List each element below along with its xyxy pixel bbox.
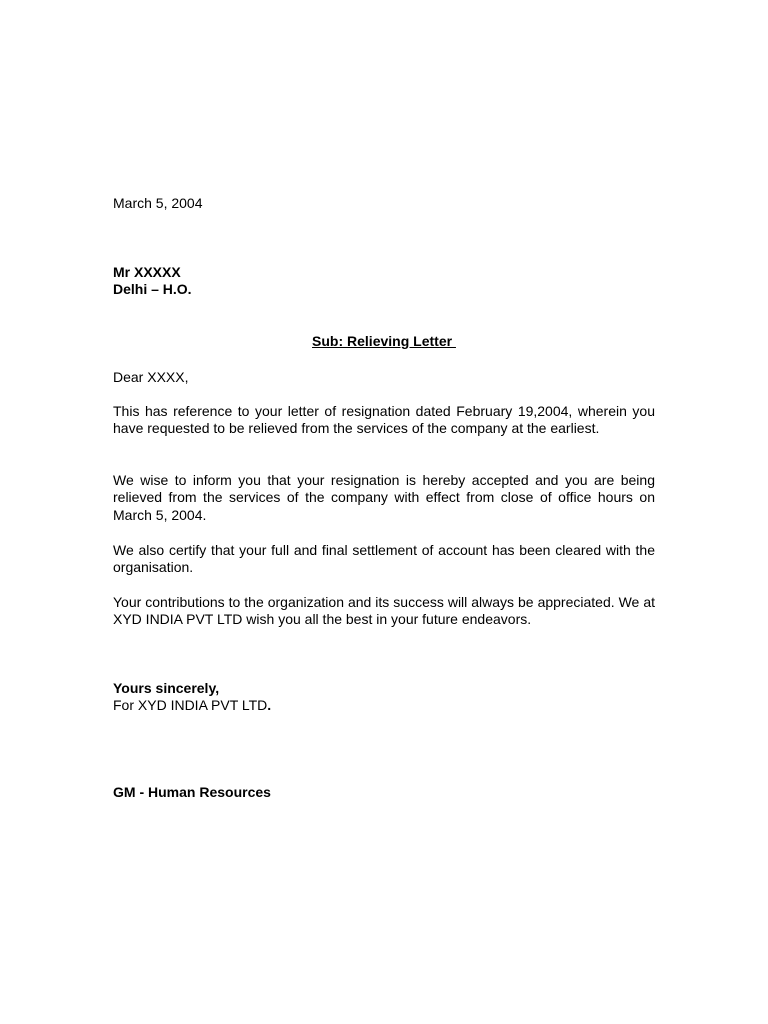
paragraph-settlement: We also certify that your full and final settlement of account has been cleared with the organisation. xyxy=(113,542,655,576)
closing: Yours sincerely, xyxy=(113,680,220,696)
signatory-title: GM - Human Resources xyxy=(113,784,271,800)
paragraph-appreciation: Your contributions to the organization and its success will always be appreciated. We at XYD INDIA PVT LTD wish you all the best in your future endeavors. xyxy=(113,594,655,628)
subject-text: Sub: Relieving Letter xyxy=(312,333,456,349)
company-line xyxy=(113,697,271,714)
recipient-name: Mr XXXXX xyxy=(113,264,181,280)
salutation: Dear XXXX, xyxy=(113,369,189,385)
subject-line xyxy=(0,333,768,350)
company-line-period: . xyxy=(267,697,272,713)
paragraph-acceptance: We wise to inform you that your resignation is hereby accepted and you are being relieved from the services of the company with effect from close of office hours on March 5, 2004. xyxy=(113,472,655,523)
company-name: For XYD INDIA PVT LTD xyxy=(113,697,268,713)
letter-date: March 5, 2004 xyxy=(113,195,203,211)
paragraph-resignation-reference: This has reference to your letter of resignation dated February 19,2004, wherein you have requested to be relieved from the services of the company at the earliest. xyxy=(113,403,655,437)
recipient-location: Delhi – H.O. xyxy=(113,281,192,297)
